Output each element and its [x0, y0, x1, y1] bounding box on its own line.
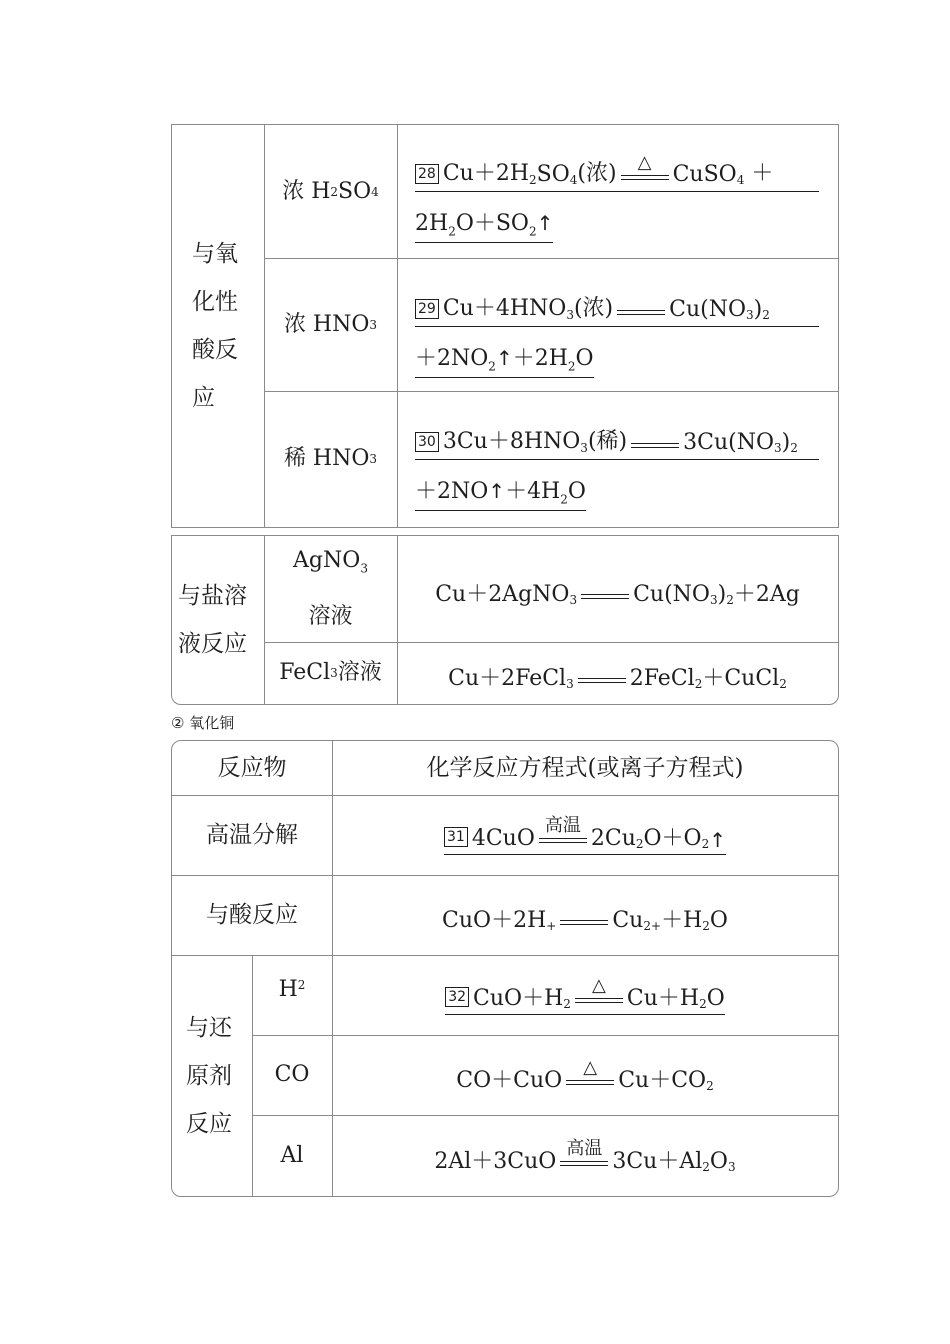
reagent-conc-hno3: 浓 HNO 3 — [283, 311, 378, 337]
equation-31: 31 4CuO 高温 2Cu $_2$ O＋O 2 ↑ — [332, 795, 838, 875]
row-label-acid-reaction: 与酸反应 — [206, 901, 298, 928]
equation-cu-fecl3: Cu＋2FeCl 3 2FeCl $_2$ ＋CuCl 2 — [448, 666, 787, 691]
group-label-salt-solution: 与盐溶 液反应 — [178, 583, 247, 657]
equation-al: 2Al＋3CuO 高温 3Cu＋Al $_2$ O 3 — [434, 1137, 736, 1174]
equation-32: 32 CuO＋H $_2$ △ Cu＋H $_2$ O — [332, 955, 838, 1035]
gas-arrow-icon: ↑ — [709, 827, 726, 852]
equation-cuo-acid: CuO＋2H + Cu $_{2+}$ ＋H 2 O — [442, 908, 728, 933]
reagent-agno3-solution: AgNO$_3$ 溶液 — [293, 548, 368, 629]
equation-co: CO＋CuO △ Cu＋CO $_2$ — [456, 1057, 714, 1093]
gas-arrow-icon: ↑ — [488, 479, 506, 503]
group-label-reducing-agent: 与还 原剂 反应 — [186, 1014, 232, 1137]
group-label-oxidizing-acid: 与氧 化性 酸反 应 — [192, 241, 238, 411]
salt-solution-table — [171, 535, 839, 705]
row-label-decomposition: 高温分解 — [206, 821, 298, 848]
section-caption-copper-oxide: ② 氧化铜 — [171, 714, 235, 732]
equation-cu-agno3: Cu＋2AgNO 3 Cu(NO $_3$ ) 2 ＋2Ag — [435, 582, 800, 607]
gas-arrow-icon: ↑ — [536, 211, 554, 235]
reagent-co: CO — [274, 1062, 310, 1087]
reagent-fecl3-solution: FeCl 3 溶液 — [279, 660, 382, 685]
copper-oxide-table — [171, 740, 839, 1197]
equation-28: 28 Cu＋2H $_2$ SO 4 (浓) △ CuSO $_4$ ＋ $2H_2O+SO_2↑$ — [415, 153, 825, 243]
equation-30: 30 3Cu＋8HNO $_3$ (稀) 3Cu(NO $_3$ ) 2 $+2NO↑+4H_2O$ — [415, 421, 825, 511]
reagent-al: Al — [280, 1142, 304, 1168]
header-reactant: 反应物 — [217, 754, 287, 781]
reagent-dilute-hno3: 稀 HNO 3 — [283, 446, 378, 471]
equation-29: 29 Cu＋4HNO $_3$ (浓) Cu(NO $_3$ ) 2 $+2NO_2↑+2H_2O$ — [415, 288, 825, 378]
header-equation: 化学反应方程式(或离子方程式) — [426, 754, 744, 781]
oxidizing-acid-table — [171, 124, 839, 528]
reagent-h2: H $^2$ — [278, 977, 306, 1002]
gas-arrow-icon: ↑ — [495, 346, 513, 370]
reagent-conc-h2so4: 浓 H 2 SO 4 — [282, 178, 379, 204]
